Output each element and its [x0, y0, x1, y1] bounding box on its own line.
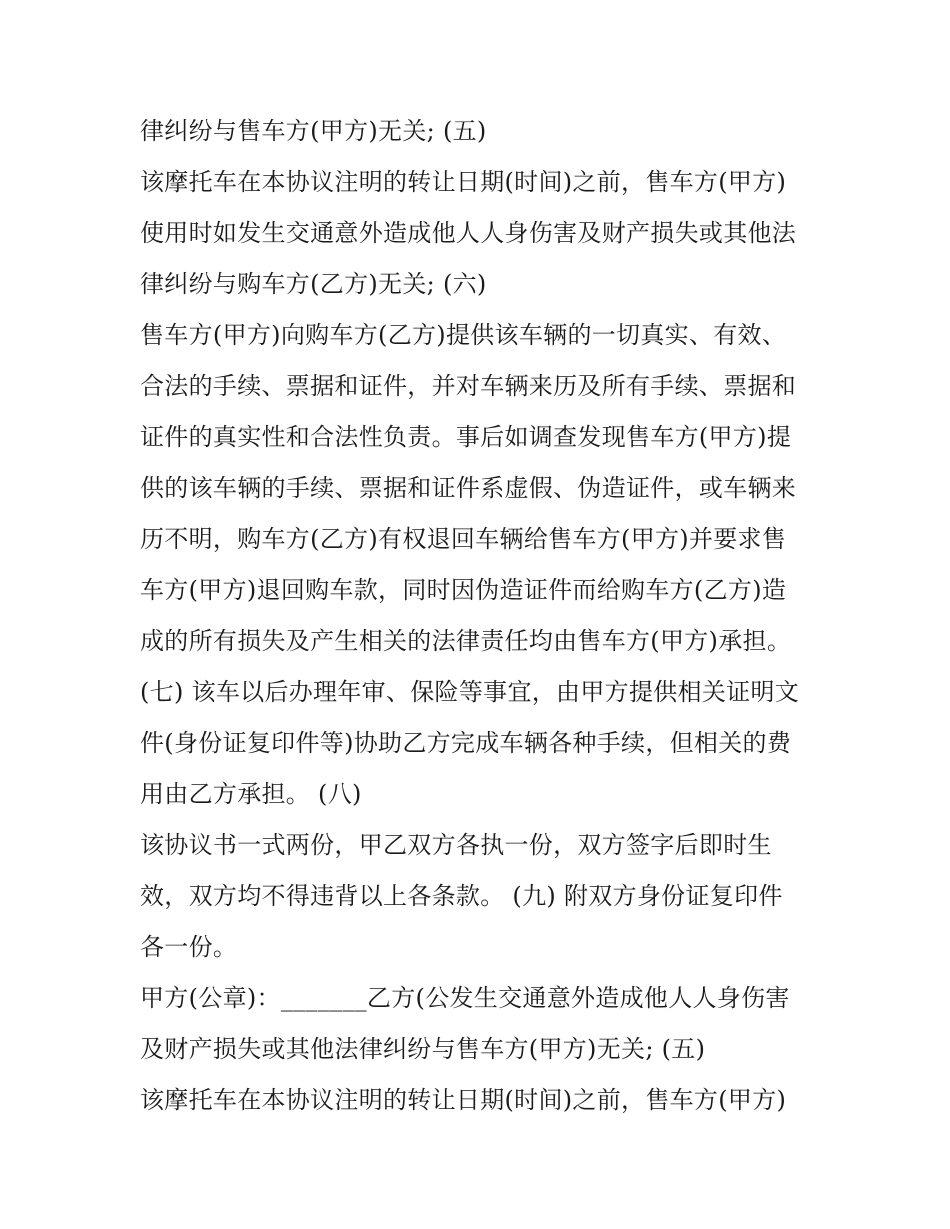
text-line: 供的该车辆的手续、票据和证件系虚假、伪造证件，或车辆来: [140, 474, 797, 502]
text-line: 成的所有损失及产生相关的法律责任均由售车方(甲方)承担。: [140, 627, 792, 655]
text-line: 效，双方均不得违背以上各条款。 (九) 附双方身份证复印件: [140, 882, 783, 910]
text-line: 使用时如发生交通意外造成他人人身伤害及财产损失或其他法: [140, 219, 797, 247]
text-line: 历不明，购车方(乙方)有权退回车辆给售车方(甲方)并要求售: [140, 525, 787, 553]
text-line: 车方(甲方)退回购车款，同时因伪造证件而给购车方(乙方)造: [140, 576, 787, 604]
text-line: 证件的真实性和合法性负责。事后如调查发现售车方(甲方)提: [140, 423, 792, 451]
text-line: 甲方(公章)：_______乙方(公发生交通意外造成他人人身伤害: [140, 984, 790, 1012]
document-body: [140, 106, 820, 1126]
text-line: 售车方(甲方)向购车方(乙方)提供该车辆的一切真实、有效、: [140, 321, 787, 349]
text-line: 该摩托车在本协议注明的转让日期(时间)之前，售车方(甲方): [140, 168, 787, 196]
text-line: 该协议书一式两份，甲乙双方各执一份，双方签字后即时生: [140, 831, 772, 859]
text-line: 件(身份证复印件等)协助乙方完成车辆各种手续，但相关的费: [140, 729, 792, 757]
text-line: 用由乙方承担。 (八): [140, 780, 362, 808]
text-line: 合法的手续、票据和证件，并对车辆来历及所有手续、票据和: [140, 372, 797, 400]
text-line: 律纠纷与购车方(乙方)无关; (六): [140, 270, 487, 298]
text-line: 律纠纷与售车方(甲方)无关; (五): [140, 117, 487, 145]
text-line: 该摩托车在本协议注明的转让日期(时间)之前，售车方(甲方): [140, 1086, 787, 1114]
text-line: (七) 该车以后办理年审、保险等事宜，由甲方提供相关证明文: [140, 678, 800, 706]
text-line: 及财产损失或其他法律纠纷与售车方(甲方)无关; (五): [140, 1035, 706, 1063]
text-line: 各一份。: [140, 933, 238, 961]
